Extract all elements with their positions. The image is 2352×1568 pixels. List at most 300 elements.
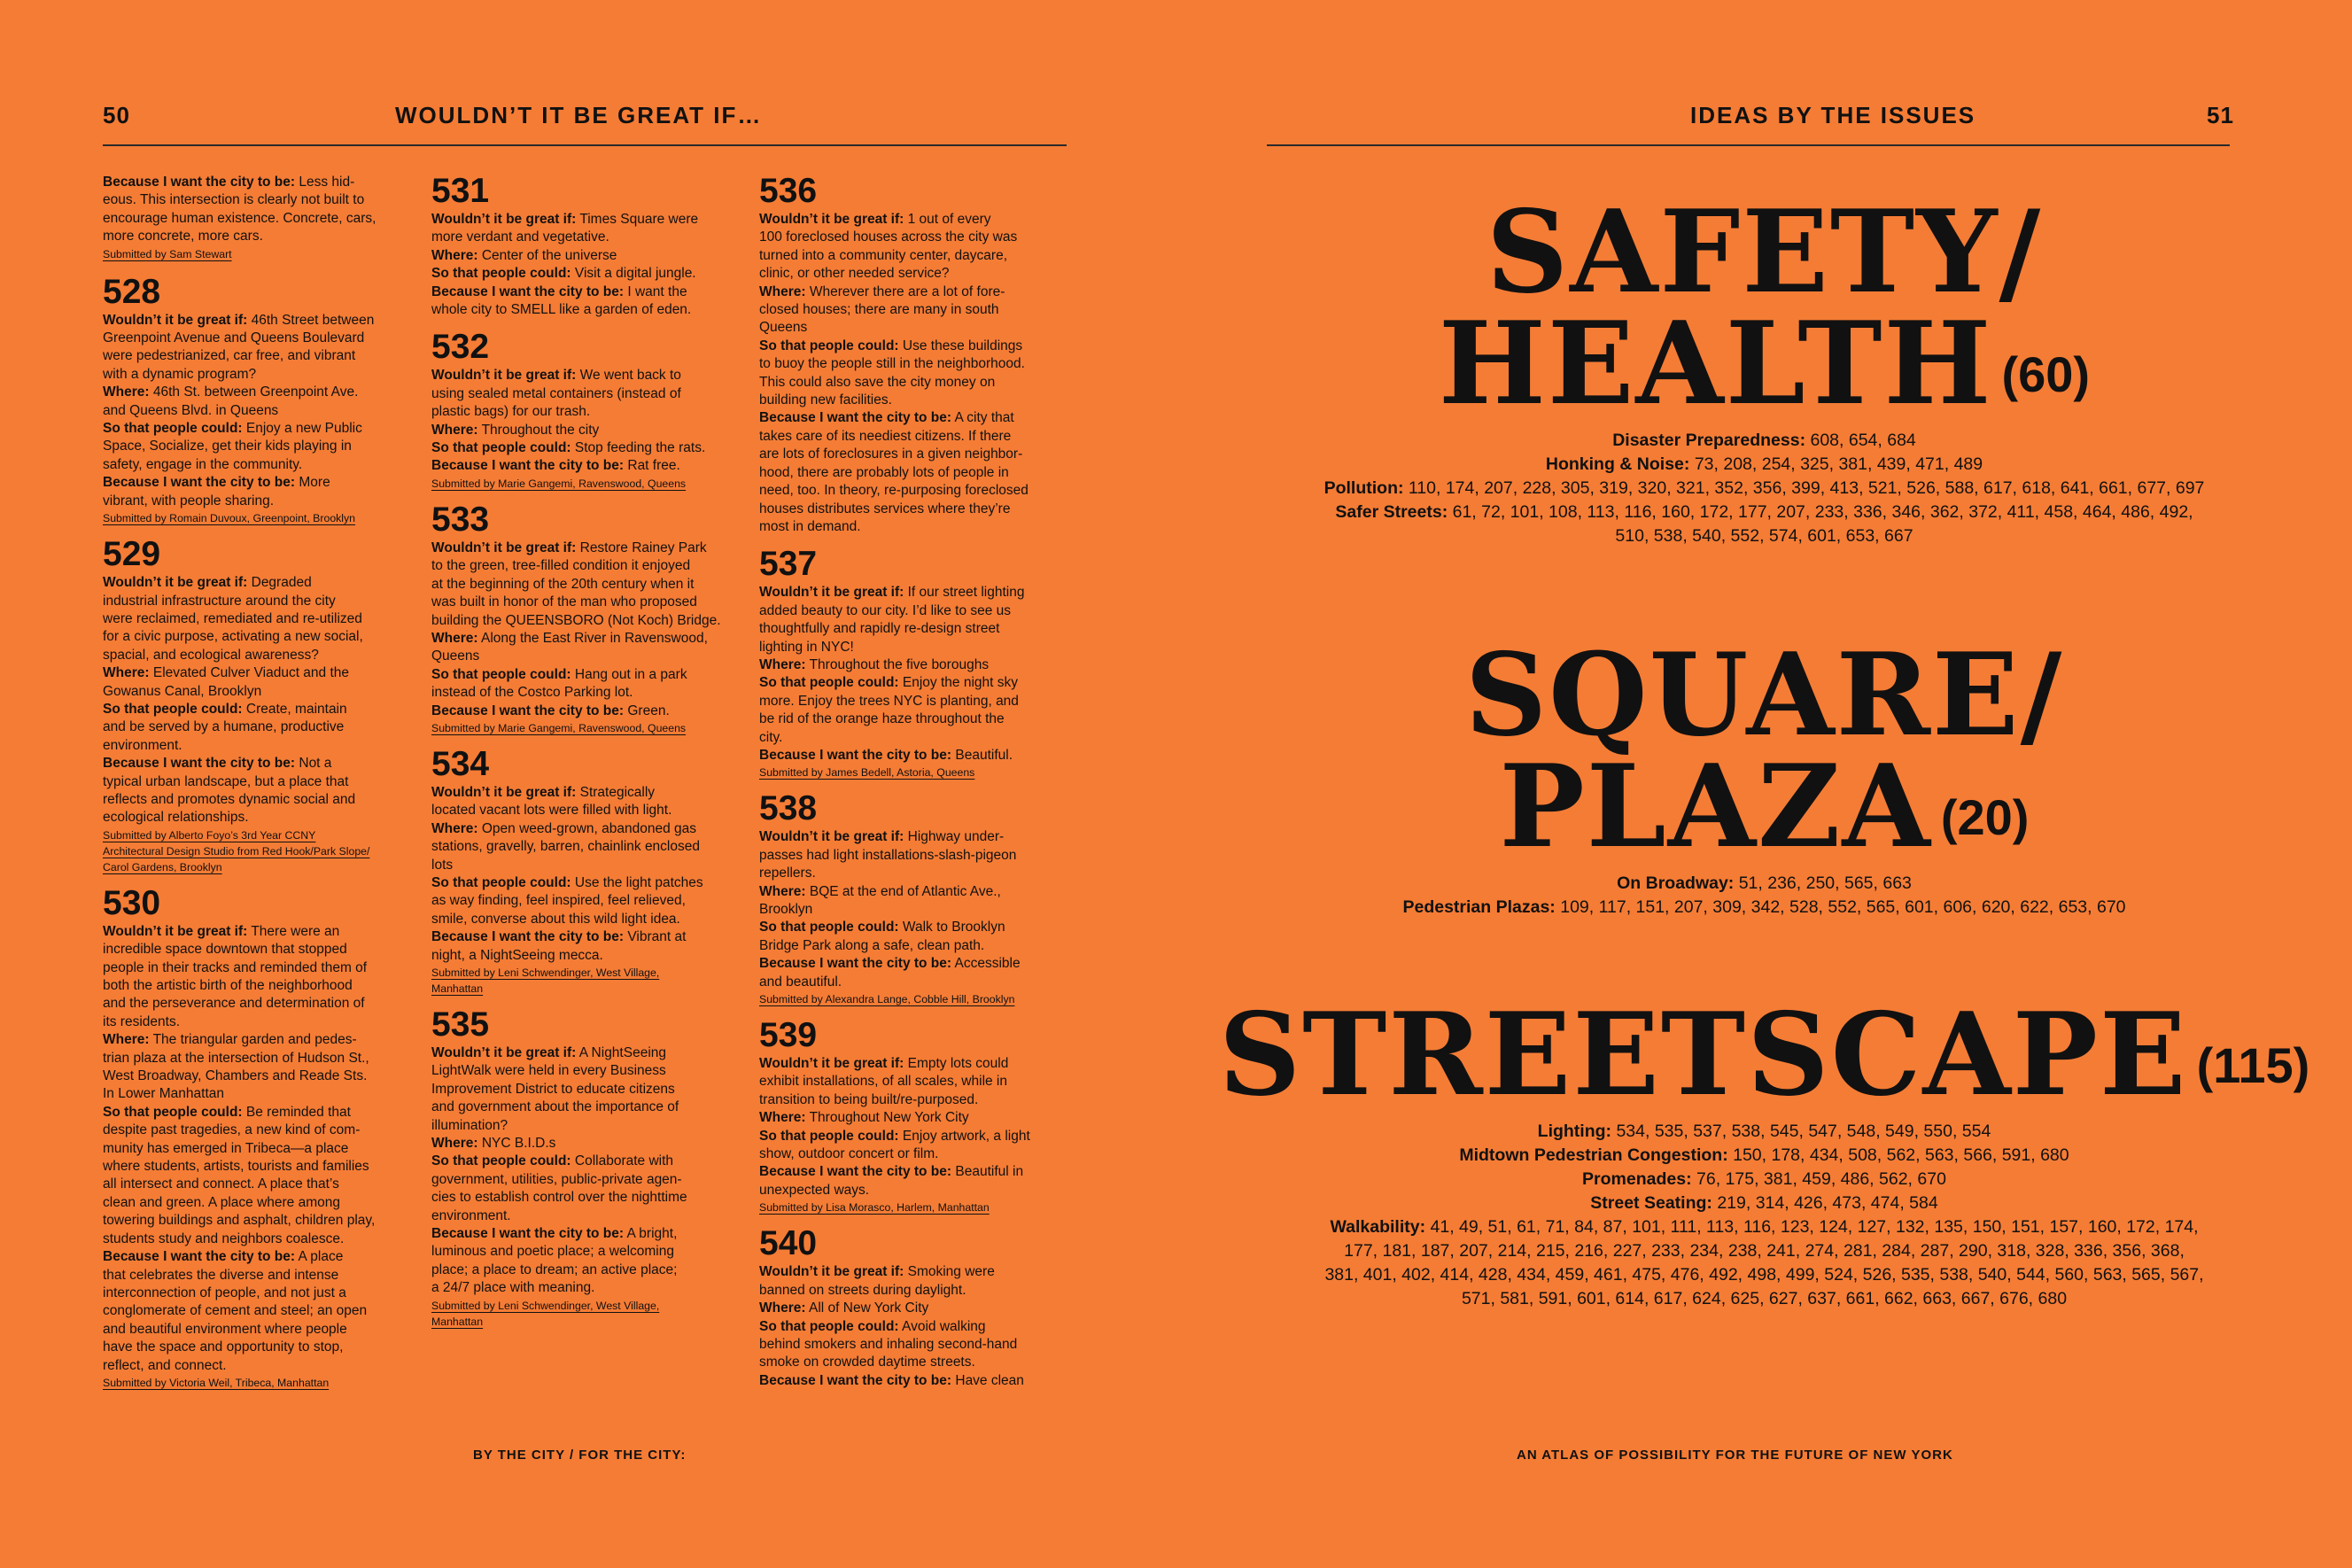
tag-line: 571, 581, 591, 601, 614, 617, 624, 625, 627, 637, 661, 662, 663, 667, 676, 680 (1461, 1289, 2068, 1308)
entry-label: Wouldn’t it be great if: (759, 829, 904, 845)
tag-line: Midtown Pedestrian Congestion: 150, 178, 434, 508, 562, 563, 566, 591, 680 (1459, 1145, 2069, 1165)
section-title: SQUARE/ (1464, 629, 2064, 762)
entry-line: Where: Throughout the five boroughs (759, 656, 990, 672)
entry-line: So that people could: Enjoy a new Public (103, 421, 362, 437)
entry-line: Gowanus Canal, Brooklyn (103, 683, 262, 699)
entry-line: Where: All of New York City (759, 1300, 929, 1316)
entry-label: So that people could: (431, 1153, 571, 1169)
tag-line: Honking & Noise: 73, 208, 254, 325, 381, 439, 471, 489 (1545, 454, 1983, 474)
entry-line: at the beginning of the 20th century when it (431, 576, 695, 592)
entry-line: have the space and opportunity to stop, (103, 1339, 344, 1355)
entry-line: So that people could: Create, maintain (103, 701, 347, 717)
submitted-by (431, 1298, 759, 1330)
entry-line: to the green, tree-filled condition it enjoyed (431, 558, 691, 574)
entry-label: Wouldn’t it be great if: (431, 784, 577, 800)
submitted-by (431, 965, 759, 997)
entry-line: luminous and poetic place; a welcoming (431, 1244, 674, 1260)
entry (103, 174, 431, 262)
submitted-line: Submitted by Lisa Morasco, Harlem, Manhattan (759, 1201, 990, 1215)
entry-line: Wouldn’t it be great if: Strategically (431, 784, 656, 800)
entry-line: Queens (431, 648, 480, 664)
entry-line: Wouldn’t it be great if: Degraded (103, 575, 312, 591)
entry-line: and the perseverance and determination of (103, 996, 365, 1012)
tag-list (1176, 872, 2352, 920)
entry-line: a 24/7 place with meaning. (431, 1280, 595, 1296)
tag-line: 177, 181, 187, 207, 214, 215, 216, 227, 233, 234, 238, 241, 274, 281, 284, 287, 290, 318, 328, 336, 356, 368, (1344, 1241, 2185, 1261)
submitted-line: Submitted by James Bedell, Astoria, Queens (759, 766, 975, 780)
tag-line: 510, 538, 540, 552, 574, 601, 653, 667 (1615, 526, 1913, 546)
entry-label: So that people could: (103, 701, 243, 717)
header-rule-left (103, 144, 1067, 146)
entry (759, 174, 1087, 536)
entry-label: So that people could: (103, 421, 243, 437)
entry-line: Wouldn’t it be great if: Empty lots could (759, 1056, 1009, 1072)
entry-line: Because I want the city to be: Rat free. (431, 458, 680, 474)
entry-label: Because I want the city to be: (759, 410, 952, 426)
page-number-right: 51 (2207, 102, 2234, 128)
entry-line: thoughtfully and rapidly re-design street (759, 621, 1000, 637)
entry-line: Space, Socialize, get their kids playing in (103, 439, 352, 454)
entry-number: 535 (431, 1005, 490, 1044)
tag-label: Midtown Pedestrian Congestion: (1459, 1145, 1728, 1165)
entry-line: typical urban landscape, but a place that (103, 773, 349, 789)
entry-label: Wouldn’t it be great if: (759, 1056, 904, 1072)
entry-label: So that people could: (759, 1128, 899, 1144)
section-title: HEALTH $^{(60)}$ (1438, 298, 2091, 431)
entry-line: turned into a community center, daycare, (759, 247, 1008, 263)
footer-left: BY THE CITY / FOR THE CITY: (473, 1448, 687, 1463)
entry-line: takes care of its neediest citizens. If there (759, 428, 1012, 444)
entry-line: and beautiful. (759, 974, 842, 990)
entry (103, 883, 431, 1391)
entry-line: instead of the Costco Parking lot. (431, 685, 633, 701)
entry-line: Wouldn’t it be great if: 1 out of every (759, 212, 991, 227)
entry-line: closed houses; there are many in south (759, 302, 999, 318)
running-head-left: WOULDN’T IT BE GREAT IF… (395, 102, 763, 128)
entry-line: Where: Throughout New York City (759, 1110, 969, 1126)
submitted-by (759, 765, 1087, 780)
tag-line: Pedestrian Plazas: 109, 117, 151, 207, 309, 342, 528, 552, 565, 601, 606, 620, 622, 653, 670 (1402, 897, 2126, 917)
entry-label: Because I want the city to be: (759, 956, 952, 972)
entry-label: Wouldn’t it be great if: (759, 585, 904, 601)
entry-line: So that people could: Walk to Brooklyn (759, 920, 1005, 935)
entry-label: Wouldn’t it be great if: (431, 212, 577, 227)
entry-label: Because I want the city to be: (103, 1249, 296, 1265)
entry-number: 532 (431, 328, 490, 367)
entry-number: 534 (431, 744, 490, 783)
entry-line: to buoy the people still in the neighborhood. (759, 356, 1025, 372)
entry-line: and Queens Blvd. in Queens (103, 402, 279, 418)
column-3 (759, 174, 1087, 1401)
entry-line: Because I want the city to be: Have clean (759, 1372, 1024, 1388)
entry-number: 537 (759, 545, 818, 584)
entry-label: Because I want the city to be: (759, 1164, 952, 1180)
entry-line: Where: The triangular garden and pedes- (103, 1032, 357, 1048)
tag-line: Lighting: 534, 535, 537, 538, 545, 547, 548, 549, 550, 554 (1537, 1122, 1991, 1141)
entry-line: This could also save the city money on (759, 374, 996, 390)
entry-line: building the QUEENSBORO (Not Koch) Bridge. (431, 612, 721, 628)
entry-line: with a dynamic program? (103, 366, 257, 382)
entry-line: Because I want the city to be: A place (103, 1249, 344, 1265)
entry-line: Wouldn’t it be great if: If our street lighting (759, 585, 1025, 601)
entry-line: Because I want the city to be: A city that (759, 410, 1014, 426)
entry-line: So that people could: Avoid walking (759, 1318, 986, 1334)
entry-line: as way finding, feel inspired, feel relieved, (431, 893, 686, 909)
entry-line: Improvement District to educate citizens (431, 1081, 675, 1097)
entry-line: In Lower Manhattan (103, 1086, 225, 1102)
entry-line: people in their tracks and reminded them of (103, 959, 368, 975)
entry-line: So that people could: Collaborate with (431, 1153, 674, 1169)
submitted-by (431, 720, 759, 736)
entry-line: ecological relationships. (103, 810, 249, 826)
entry-line: despite past tragedies, a new kind of com- (103, 1122, 361, 1138)
entry-label: Because I want the city to be: (759, 747, 952, 763)
entry-line: and beautiful environment where people (103, 1321, 347, 1337)
entry-label: Where: (431, 820, 478, 836)
column-1 (103, 174, 431, 1401)
submitted-line: Carol Gardens, Brooklyn (103, 860, 222, 873)
tag-line: Pollution: 110, 174, 207, 228, 305, 319, 320, 321, 352, 356, 399, 413, 521, 526, 588, 617, 618, 641, 661, 677, 697 (1323, 478, 2205, 498)
submitted-line: Submitted by Romain Duvoux, Greenpoint, Brooklyn (103, 512, 356, 525)
section-title: STREETSCAPE $^{(115)}$ (1218, 989, 2310, 1122)
entry-line: night, a NightSeeing mecca. (431, 947, 603, 963)
entry-line: Where: 46th St. between Greenpoint Ave. (103, 384, 359, 400)
entry-label: Because I want the city to be: (103, 475, 296, 491)
entry-line: Wouldn’t it be great if: Times Square were (431, 212, 699, 227)
submitted-line: Architectural Design Studio from Red Hook/Park Slope/ (103, 844, 370, 858)
entry-line: Wouldn’t it be great if: There were an (103, 923, 340, 939)
entry-label: Because I want the city to be: (431, 283, 625, 299)
column-2 (431, 174, 759, 1340)
tag-list (1176, 1120, 2352, 1311)
entry-line: reflect, and connect. (103, 1357, 227, 1373)
entry (431, 1007, 759, 1330)
entry-line: smoke on crowded daytime streets. (759, 1355, 975, 1370)
entry-line: LightWalk were held in every Business (431, 1063, 666, 1079)
submitted-line: Submitted by Leni Schwendinger, West Village, (431, 966, 660, 979)
entry-line: more. Enjoy the trees NYC is planting, and (759, 693, 1019, 709)
entry-line: passes had light installations-slash-pigeon (759, 847, 1017, 863)
entry-line: Where: Wherever there are a lot of fore- (759, 283, 1005, 299)
tag-label: Disaster Preparedness: (1612, 431, 1806, 450)
entry-label: Because I want the city to be: (103, 756, 296, 772)
entry-line: incredible space downtown that stopped (103, 942, 347, 958)
entry-label: Because I want the city to be: (431, 702, 625, 718)
entry-label: Wouldn’t it be great if: (103, 312, 248, 328)
entry-line: Greenpoint Avenue and Queens Boulevard (103, 330, 365, 346)
entry-line: where students, artists, tourists and families (103, 1159, 369, 1175)
entry-line: transition to being built/re-purposed. (759, 1091, 979, 1107)
entry-line: banned on streets during daylight. (759, 1282, 966, 1298)
entry (759, 1226, 1087, 1390)
entry-line: munity has emerged in Tribeca—a place (103, 1140, 349, 1156)
entry-line: So that people could: Hang out in a park (431, 666, 687, 682)
entry-line: Wouldn’t it be great if: A NightSeeing (431, 1045, 667, 1060)
entry-line: Because I want the city to be: Vibrant at (431, 929, 687, 945)
entry-label: Because I want the city to be: (759, 1372, 952, 1388)
section-count: (20) (1940, 789, 2030, 845)
entry-line: most in demand. (759, 518, 861, 534)
entry-number: 538 (759, 789, 818, 828)
entry-label: Where: (431, 1136, 478, 1152)
entry-line: are lots of foreclosures in a given neighbor- (759, 446, 1023, 462)
submitted-by (431, 476, 759, 492)
entry-number: 540 (759, 1224, 818, 1263)
entry-line: whole city to SMELL like a garden of eden. (431, 302, 692, 318)
submitted-by (103, 246, 431, 262)
entry-line: Because I want the city to be: Not a (103, 756, 332, 772)
entry-line: Because I want the city to be: Beautiful. (759, 747, 1013, 763)
entry (431, 174, 759, 319)
entry-line: exhibit installations, of all scales, while in (759, 1074, 1007, 1090)
entry-line: was built in honor of the man who proposed (431, 594, 697, 610)
entry-line: eous. This intersection is clearly not built to (103, 192, 365, 208)
entry-line: Because I want the city to be: Accessible (759, 956, 1021, 972)
entry-line: for a civic purpose, activating a new social, (103, 629, 363, 645)
tag-label: Honking & Noise: (1545, 454, 1690, 474)
entry (759, 547, 1087, 780)
entry-label: Where: (103, 1032, 150, 1048)
section-square-plaza (1176, 629, 2352, 920)
tag-line: Street Seating: 219, 314, 426, 473, 474, 584 (1590, 1193, 1938, 1213)
entry (759, 791, 1087, 1007)
section-count: (60) (2001, 346, 2091, 402)
entry (431, 502, 759, 736)
entry-line: repellers. (759, 866, 816, 881)
entry-line: smile, converse about this wild light idea. (431, 911, 680, 927)
entry-line: West Broadway, Chambers and Reade Sts. (103, 1068, 368, 1084)
footer-right: AN ATLAS OF POSSIBILITY FOR THE FUTURE OF NEW YORK (1517, 1448, 1953, 1463)
entry-line: Wouldn’t it be great if: We went back to (431, 368, 681, 384)
entry-line: reflects and promotes dynamic social and (103, 791, 356, 807)
header-rule-right (1267, 144, 2230, 146)
entry (431, 330, 759, 491)
entry-line: Because I want the city to be: Green. (431, 702, 670, 718)
submitted-by (103, 1375, 431, 1391)
submitted-line: Submitted by Sam Stewart (103, 247, 232, 260)
entry-line: environment. (103, 737, 182, 753)
entry (759, 1018, 1087, 1215)
entry-line: So that people could: Use the light patches (431, 874, 703, 890)
entry-label: So that people could: (431, 874, 571, 890)
submitted-line: Submitted by Marie Gangemi, Ravenswood, Queens (431, 477, 687, 490)
submitted-line: Submitted by Leni Schwendinger, West Village, (431, 1299, 660, 1312)
tag-label: Promenades: (1582, 1169, 1692, 1189)
entry-line: were reclaimed, remediated and re-utilized (103, 610, 362, 626)
entry-line: industrial infrastructure around the city (103, 593, 336, 609)
submitted-line: Manhattan (431, 982, 484, 995)
entry-line: Where: Elevated Culver Viaduct and the (103, 665, 350, 681)
entry-label: Where: (759, 1300, 806, 1316)
entry-label: Because I want the city to be: (431, 458, 625, 474)
entry-line: Wouldn’t it be great if: 46th Street between (103, 312, 375, 328)
entry (103, 537, 431, 875)
tag-line: 381, 401, 402, 414, 428, 434, 459, 461, 475, 476, 492, 498, 499, 524, 526, 535, 538, 540, 544, 560, 563, 565, 567, (1324, 1265, 2204, 1285)
tag-line: Disaster Preparedness: 608, 654, 684 (1612, 431, 1916, 450)
entry-label: Where: (103, 665, 150, 681)
submitted-line: Manhattan (431, 1315, 484, 1328)
entry-line: Where: Center of the universe (431, 247, 617, 263)
entry-line: clinic, or other needed service? (759, 266, 950, 282)
entry-label: Wouldn’t it be great if: (759, 212, 904, 227)
entry-label: Where: (759, 283, 806, 299)
entry-line: all intersect and connect. A place that’s (103, 1176, 339, 1192)
entry-label: Because I want the city to be: (103, 175, 296, 190)
tag-label: Street Seating: (1590, 1193, 1712, 1213)
entry-label: Wouldn’t it be great if: (103, 923, 248, 939)
entry-line: plastic bags) for our trash. (431, 404, 591, 420)
entry-line: unexpected ways. (759, 1182, 870, 1198)
entry-line: So that people could: Use these buildings (759, 338, 1023, 353)
entry-line: Wouldn’t it be great if: Smoking were (759, 1264, 995, 1280)
tag-label: Pollution: (1323, 478, 1404, 498)
submitted-line: Submitted by Victoria Weil, Tribeca, Manhattan (103, 1376, 330, 1389)
entry-label: Wouldn’t it be great if: (759, 1264, 904, 1280)
entry-label: Where: (431, 422, 478, 438)
entry-line: environment. (431, 1207, 511, 1223)
entry (431, 744, 759, 997)
entry-line: Because I want the city to be: Less hid- (103, 175, 355, 190)
entry-label: Because I want the city to be: (431, 1226, 625, 1242)
entry-line: more concrete, more cars. (103, 229, 263, 245)
entry-label: Where: (431, 247, 478, 263)
entry-line: lots (431, 857, 454, 873)
entry-line: both the artistic birth of the neighborhood (103, 978, 353, 993)
submitted-by (103, 827, 431, 875)
entry-line: towering buildings and asphalt, children play, (103, 1213, 376, 1229)
entry-line: Where: BQE at the end of Atlantic Ave., (759, 883, 1001, 899)
submitted-by (759, 991, 1087, 1007)
entry-label: So that people could: (759, 338, 899, 353)
entry-line: 100 foreclosed houses across the city was (759, 229, 1018, 245)
entry-line: and be served by a humane, productive (103, 719, 345, 735)
entry-line: So that people could: Be reminded that (103, 1104, 351, 1120)
entry-number: 539 (759, 1016, 818, 1055)
entry-line: located vacant lots were filled with light. (431, 803, 672, 819)
entry-line: clean and green. A place where among (103, 1194, 340, 1210)
entry-label: So that people could: (431, 266, 571, 282)
entry-line: vibrant, with people sharing. (103, 493, 275, 508)
entry-label: So that people could: (431, 440, 571, 456)
entry-label: Where: (759, 656, 806, 672)
submitted-line: Submitted by Alexandra Lange, Cobble Hill, Brooklyn (759, 993, 1015, 1006)
entry-label: Where: (759, 883, 806, 899)
entry-line: government, utilities, public-private agen- (431, 1171, 682, 1187)
entry-line: Queens (759, 320, 808, 336)
entry-label: Where: (431, 630, 478, 646)
section-count: (115) (2196, 1037, 2310, 1093)
entry-line: place; a place to dream; an active place; (431, 1261, 678, 1277)
section-title: SAFETY/ (1486, 186, 2043, 319)
entry-number: 536 (759, 172, 818, 210)
entry-label: So that people could: (103, 1104, 243, 1120)
entry-line: Because I want the city to be: A bright, (431, 1226, 678, 1242)
entry-line: Because I want the city to be: More (103, 475, 330, 491)
entry-number: 530 (103, 883, 161, 922)
entry-line: Wouldn’t it be great if: Highway under- (759, 829, 1005, 845)
running-head-right: IDEAS BY THE ISSUES (1690, 102, 1976, 128)
entry-line: Because I want the city to be: I want the (431, 283, 687, 299)
entry-line: So that people could: Enjoy artwork, a light (759, 1128, 1030, 1144)
entry-line: Where: Open weed-grown, abandoned gas (431, 820, 697, 836)
tag-label: Lighting: (1537, 1122, 1612, 1141)
tag-list (1176, 429, 2352, 548)
entry-line: were pedestrianized, car free, and vibrant (103, 348, 356, 364)
submitted-line: Submitted by Alberto Foyo’s 3rd Year CCNY (103, 828, 316, 842)
entry-label: Wouldn’t it be great if: (431, 1045, 577, 1060)
entry-line: its residents. (103, 1013, 181, 1029)
entry-line: conglomerate of cement and steel; an open (103, 1303, 368, 1319)
entry-line: interconnection of people, and not just a (103, 1285, 346, 1300)
entry-label: So that people could: (431, 666, 571, 682)
submitted-line: Submitted by Marie Gangemi, Ravenswood, Queens (431, 721, 687, 734)
entry-label: Where: (759, 1110, 806, 1126)
entry-line: illumination? (431, 1117, 508, 1133)
entry-line: houses distributes services where they’re (759, 501, 1011, 516)
tag-line: On Broadway: 51, 236, 250, 565, 663 (1617, 873, 1912, 893)
entry-line: So that people could: Stop feeding the rats. (431, 440, 706, 456)
entry-line: show, outdoor concert or film. (759, 1146, 939, 1162)
entry-line: more verdant and vegetative. (431, 229, 609, 245)
entry-line: safety, engage in the community. (103, 456, 303, 472)
entry-line: Because I want the city to be: Beautiful in (759, 1164, 1024, 1180)
section-title: PLAZA $^{(20)}$ (1499, 741, 2030, 873)
entry-line: behind smokers and inhaling second-hand (759, 1336, 1018, 1352)
section-safety-health (1176, 186, 2352, 548)
entry-label: Wouldn’t it be great if: (431, 539, 577, 555)
entry-label: So that people could: (759, 920, 899, 935)
entry-line: that celebrates the diverse and intense (103, 1267, 339, 1283)
entry-line: lighting in NYC! (759, 639, 854, 655)
entry-label: Where: (103, 384, 150, 400)
entry-line: So that people could: Visit a digital jungle. (431, 266, 696, 282)
entry-line: spacial, and ecological awareness? (103, 647, 319, 663)
entry-line: Bridge Park along a safe, clean path. (759, 937, 985, 953)
entry-label: So that people could: (759, 1318, 899, 1334)
entry-number: 529 (103, 535, 161, 574)
page-number-left: 50 (103, 102, 130, 128)
submitted-by (103, 510, 431, 526)
entry-line: Brooklyn (759, 902, 813, 917)
entry-line: trian plaza at the intersection of Hudson St., (103, 1050, 369, 1066)
tag-line: Promenades: 76, 175, 381, 459, 486, 562, 670 (1582, 1169, 1946, 1189)
tag-line: Safer Streets: 61, 72, 101, 108, 113, 116, 160, 172, 177, 207, 233, 336, 346, 362, 372, 411, 458, 464, 486, 492, (1335, 502, 2193, 522)
tag-label: Safer Streets: (1335, 502, 1448, 522)
entry-line: students study and neighbors coalesce. (103, 1230, 345, 1246)
entry-label: Wouldn’t it be great if: (431, 368, 577, 384)
entry-line: cies to establish control over the nighttime (431, 1190, 687, 1206)
entry-line: be rid of the orange haze throughout the (759, 711, 1005, 727)
submitted-by (759, 1199, 1087, 1215)
entry-line: Where: Throughout the city (431, 422, 600, 438)
entry-line: So that people could: Enjoy the night sky (759, 675, 1019, 691)
entry-label: Wouldn’t it be great if: (103, 575, 248, 591)
entry-line: added beauty to our city. I’d like to see us (759, 602, 1012, 618)
entry-label: Because I want the city to be: (431, 929, 625, 945)
right-page (1176, 0, 2352, 1568)
entry-line: hood, there are probably lots of people in (759, 464, 1009, 480)
entry-line: Wouldn’t it be great if: Restore Rainey Park (431, 539, 707, 555)
entry (103, 272, 431, 526)
entry-line: Where: NYC B.I.D.s (431, 1136, 556, 1152)
entry-line: Where: Along the East River in Ravenswood, (431, 630, 708, 646)
entry-line: and government about the importance of (431, 1099, 679, 1115)
entry-number: 531 (431, 172, 490, 210)
entry-line: using sealed metal containers (instead of (431, 385, 681, 401)
entry-line: building new facilities. (759, 392, 892, 408)
tag-label: On Broadway: (1617, 873, 1735, 893)
tag-line: Walkability: 41, 49, 51, 61, 71, 84, 87, 101, 111, 113, 116, 123, 124, 127, 132, 135, 150, 151, 157, 160, 172, 174, (1330, 1217, 2199, 1237)
